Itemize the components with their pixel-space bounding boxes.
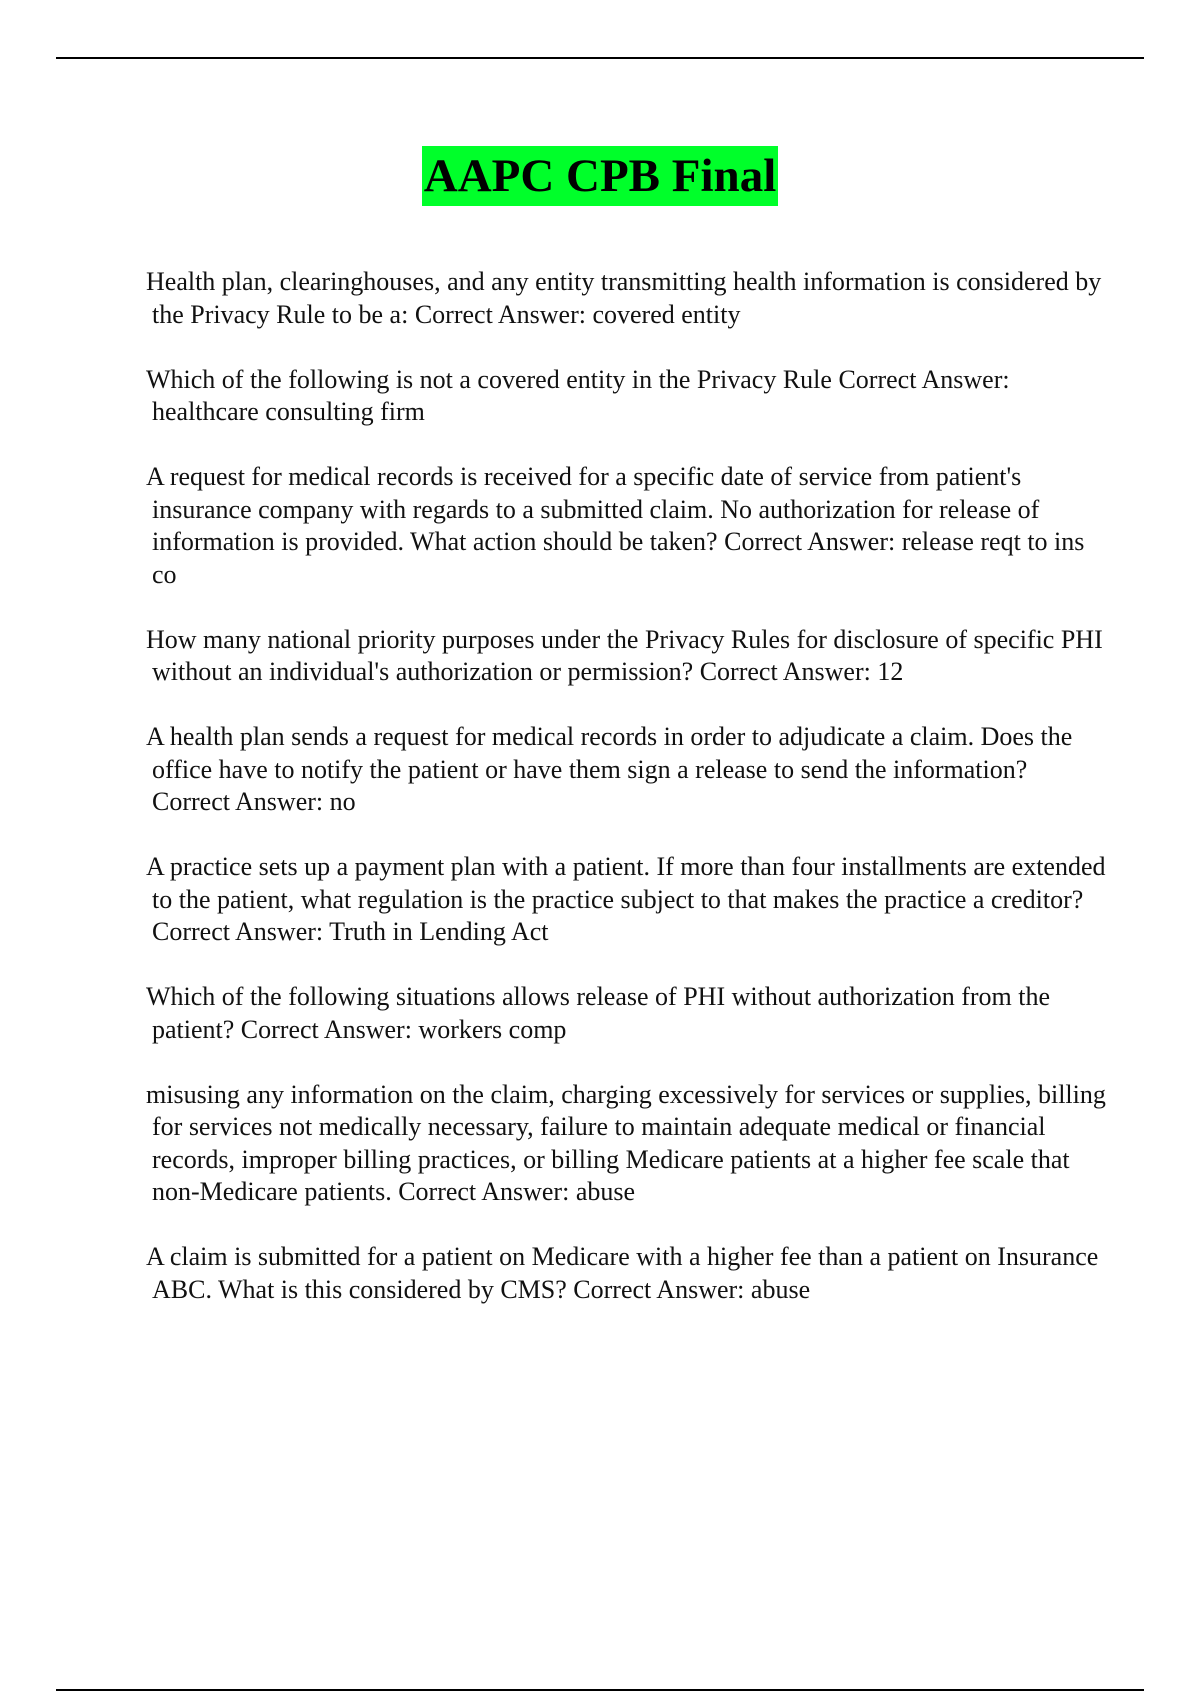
question-text: A request for medical records is received for a specific date of service from patient's insurance company with regards to a submitted claim. No authorization for release of information is provided. What action should be taken? [146, 462, 1046, 556]
answer-label: Correct Answer: [152, 917, 324, 946]
qa-item [146, 1079, 1113, 1209]
top-rule [56, 57, 1144, 59]
answer-text: healthcare consulting firm [152, 397, 425, 426]
question-text: Which of the following is not a covered entity in the Privacy Rule [146, 364, 832, 394]
qa-list [146, 266, 1113, 1339]
question-text: A practice sets up a payment plan with a patient. If more than four installments are extended to the patient, what regulation is the practice subject to that makes the practice a creditor? [146, 852, 1113, 914]
document-title: AAPC CPB Final [422, 146, 779, 206]
question-text: Which of the following situations allows release of PHI without authorization from the patient? [146, 982, 1057, 1044]
qa-item [146, 364, 1106, 429]
question-text: misusing any information on the claim, charging excessively for services or supplies, billing for services not medically necessary, failure to maintain adequate medical or financial records, improper billing practices, or billing Medicare patients at a higher fee scale that non-Medicare patients. [146, 1079, 1113, 1206]
answer-label: Correct Answer: [724, 527, 896, 556]
answer-text: abuse [750, 1274, 811, 1304]
answer-label: Correct Answer: [699, 657, 871, 686]
qa-item [146, 1241, 1106, 1306]
question-text: Health plan, clearinghouses, and any entity transmitting health information is considered by the Privacy Rule to be a: [146, 267, 1108, 329]
answer-text: release reqt to ins co [152, 527, 1091, 589]
title-block [0, 146, 1200, 206]
answer-label: Correct Answer: [152, 787, 324, 816]
qa-item [146, 721, 1106, 819]
answer-text: 12 [877, 657, 904, 686]
answer-text: no [329, 787, 356, 816]
answer-text: covered entity [592, 299, 741, 329]
answer-text: abuse [575, 1177, 636, 1206]
answer-text: Truth in Lending Act [329, 917, 549, 946]
answer-label: Correct Answer: [838, 364, 1010, 394]
question-text: A health plan sends a request for medical records in order to adjudicate a claim. Does the office have to notify the patient or have them sign a release to send the information? [146, 722, 1079, 784]
answer-label: Correct Answer: [240, 1014, 412, 1044]
qa-item [146, 851, 1113, 949]
qa-item [146, 266, 1106, 331]
qa-item [146, 624, 1110, 689]
question-text: A claim is submitted for a patient on Medicare with a higher fee than a patient on Insurance ABC. What is this considered by CMS? [146, 1242, 1104, 1304]
bottom-rule [56, 1689, 1144, 1691]
qa-item [146, 461, 1106, 591]
answer-label: Correct Answer: [573, 1274, 745, 1304]
question-text: How many national priority purposes under the Privacy Rules for disclosure of specific PHI without an individual's authorization or permission? [146, 624, 1110, 686]
qa-item [146, 981, 1106, 1046]
answer-label: Correct Answer: [398, 1177, 570, 1206]
answer-label: Correct Answer: [414, 299, 586, 329]
answer-text: workers comp [418, 1014, 567, 1044]
